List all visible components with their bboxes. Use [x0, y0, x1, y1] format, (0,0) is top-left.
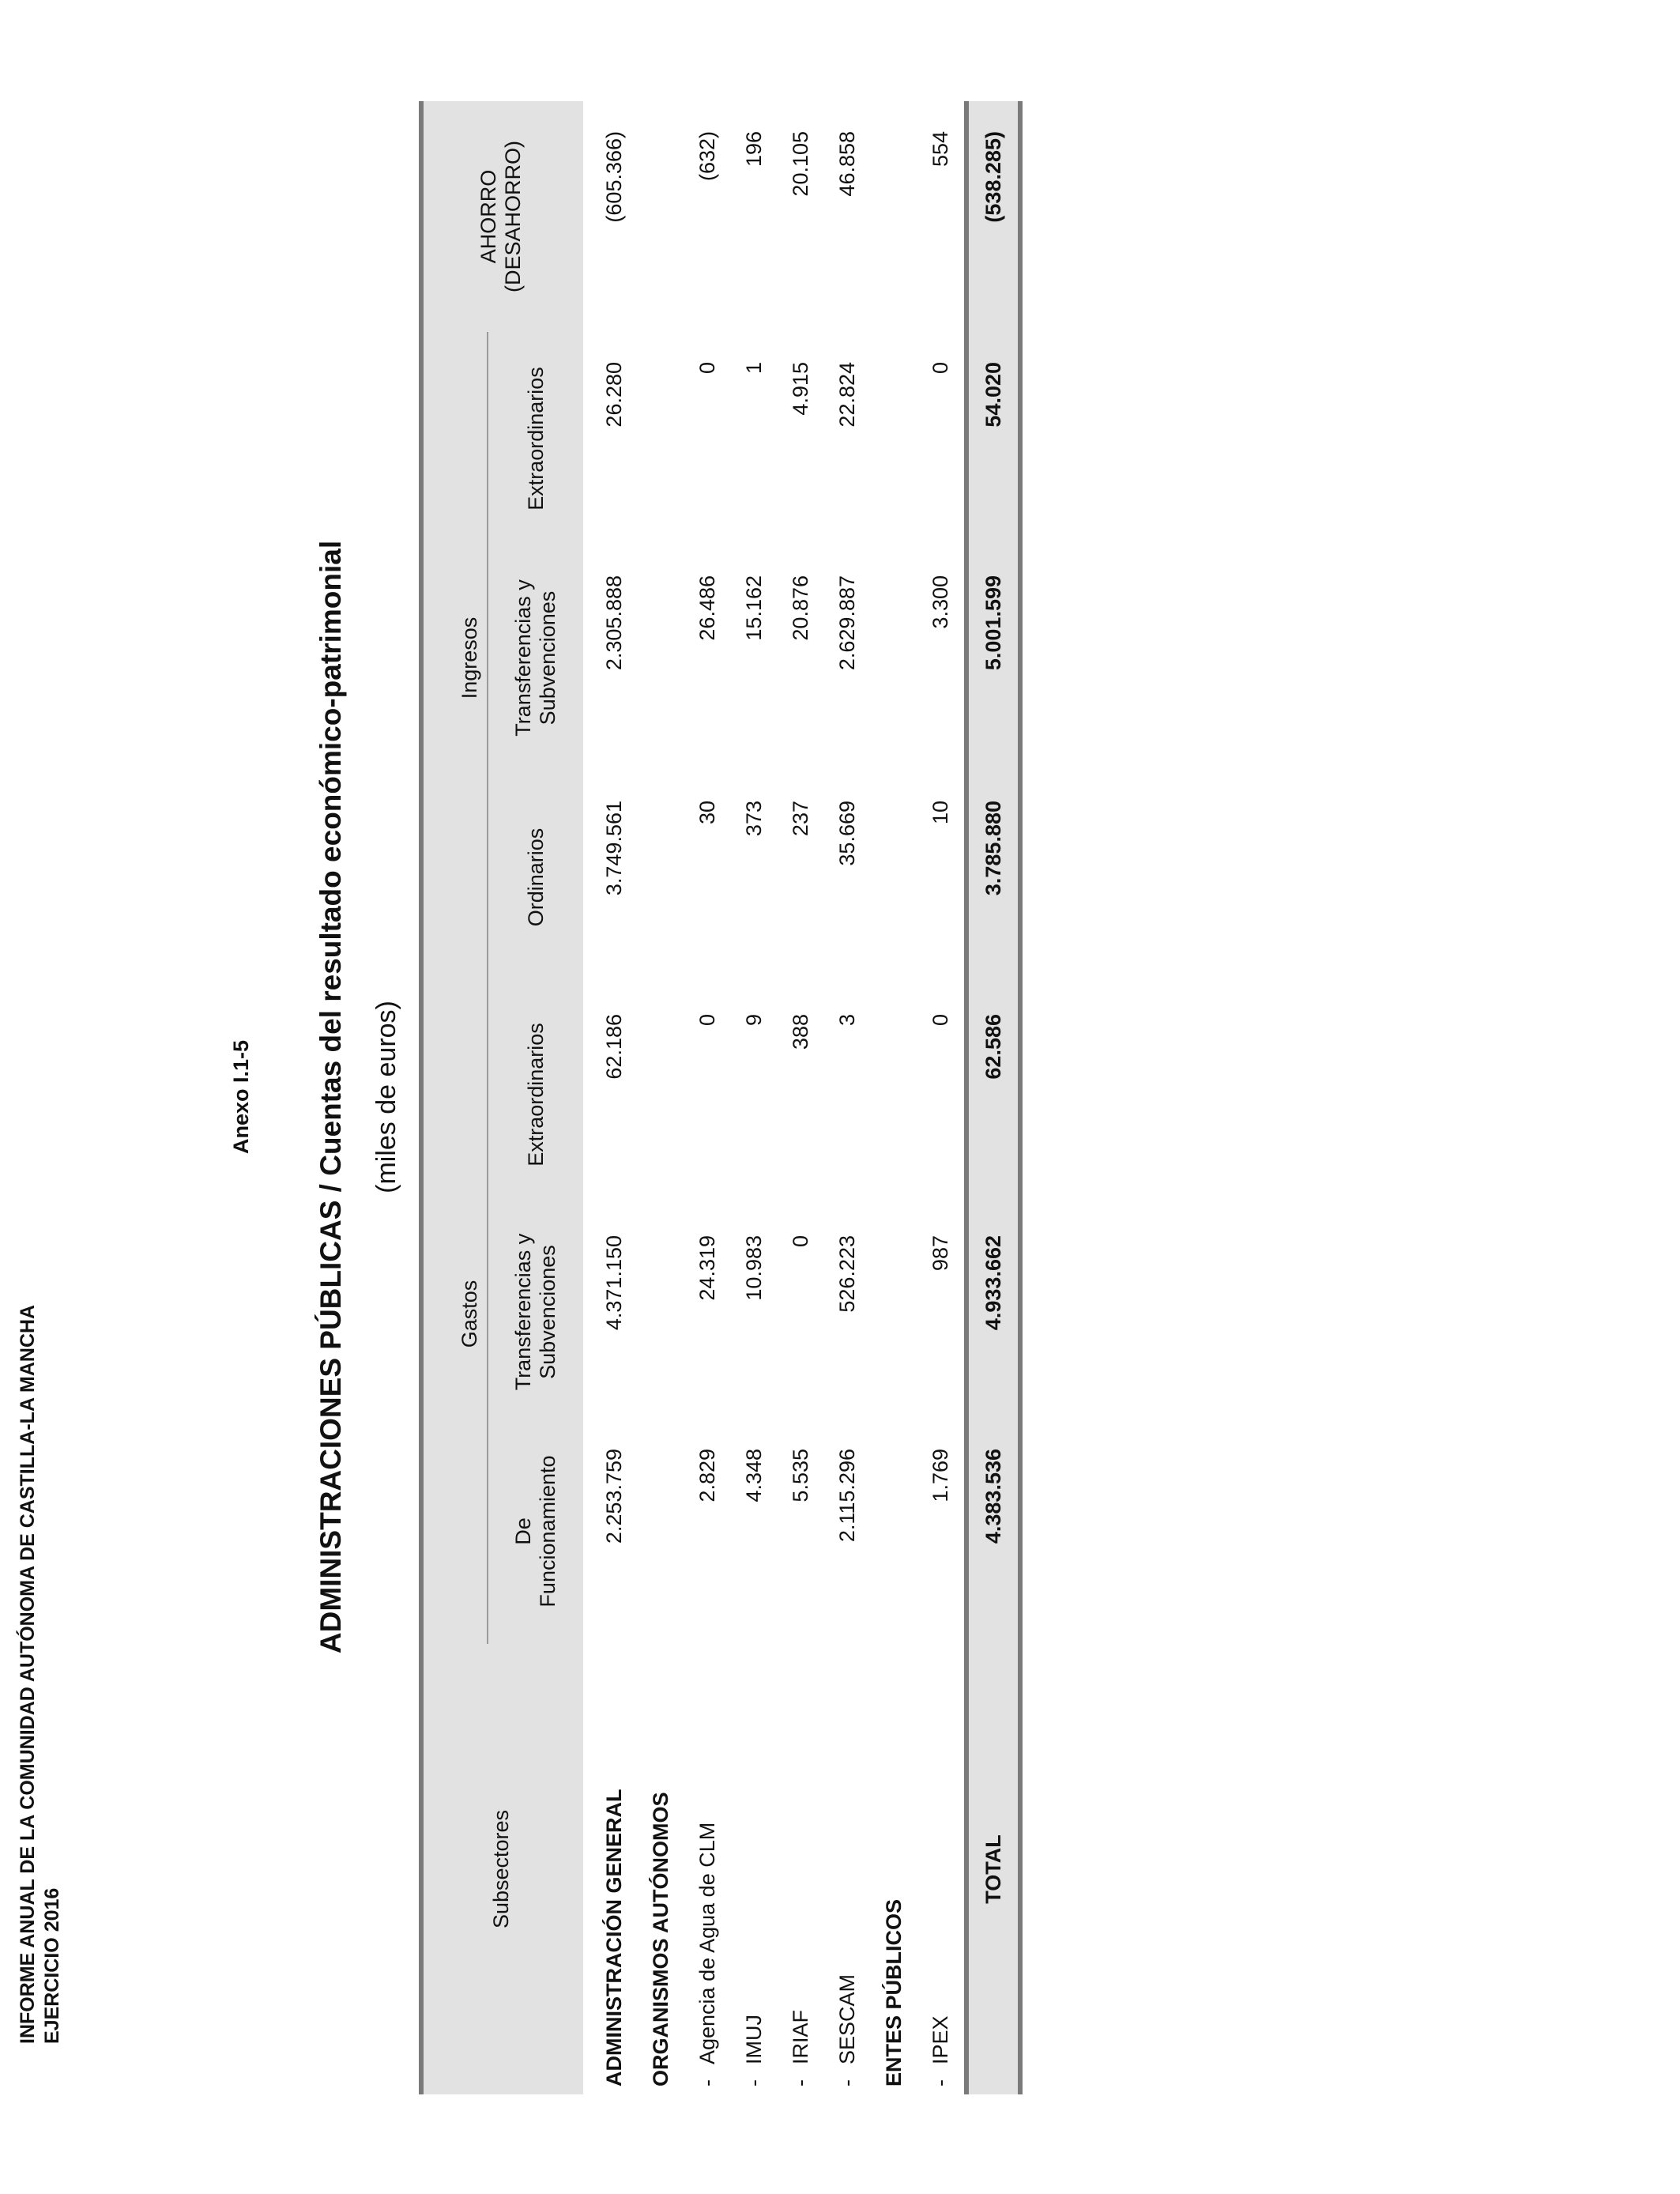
section-label: ORGANISMOS AUTÓNOMOS: [649, 1792, 672, 2087]
total-label: TOTAL: [966, 1644, 1020, 2094]
row-label-text: Agencia de Agua de CLM: [695, 1822, 719, 2064]
cell-value: 2.253.759: [602, 1449, 626, 1544]
column-header-gastos-funcionamiento: [488, 1419, 583, 1644]
row-label-text: IPEX: [929, 2015, 952, 2064]
row-total: [966, 101, 1020, 2094]
column-header-gastos-extraordinarios: Extraordinarios: [488, 984, 583, 1205]
group-header-gastos: Gastos: [421, 984, 488, 1644]
total-value: 4.933.662: [966, 1205, 1020, 1419]
header-line: Funcionamiento: [536, 1455, 559, 1608]
column-header-ingresos-ordinarios: Ordinarios: [488, 771, 583, 984]
ahorro-line1: AHORRO: [477, 169, 500, 264]
cell-value: 1.769: [929, 1449, 952, 1502]
table-body: [583, 101, 1020, 2094]
header-line: Subvenciones: [536, 590, 559, 726]
row-label: [778, 1644, 824, 2094]
row-bullet: -: [695, 2079, 719, 2087]
annex-label: Anexo I.1-5: [229, 1039, 253, 1155]
cell-value: 24.319: [695, 1235, 719, 1301]
cell-value: 15.162: [742, 575, 766, 641]
cell-value: 526.223: [835, 1235, 859, 1313]
cell-value: 3: [835, 1014, 859, 1027]
cell-value: 388: [789, 1014, 812, 1050]
row-bullet: -: [789, 2079, 812, 2087]
cell-value: 0: [695, 1014, 719, 1027]
cell-value: (605.366): [602, 130, 626, 223]
report-title: INFORME ANUAL DE LA COMUNIDAD AUTÓNOMA DE CASTILLA-LA MANCHA: [17, 1304, 39, 2044]
ahorro-line2: (DESAHORRO): [501, 140, 525, 292]
cell-value: 0: [789, 1235, 812, 1248]
cell-value: 1: [742, 361, 766, 375]
header-line: Transferencias y: [511, 1233, 535, 1391]
cell-value: 46.858: [835, 130, 859, 197]
cell-value: 2.629.887: [835, 575, 859, 671]
cell-value: 987: [929, 1235, 952, 1272]
cell-value: (632): [695, 130, 719, 182]
row-bullet: -: [929, 2079, 952, 2087]
table-header: [421, 101, 583, 2094]
cell-value: 0: [929, 361, 952, 375]
cell-value: 4.371.150: [602, 1235, 626, 1331]
cell-value: 62.186: [602, 1014, 626, 1080]
report-year: EJERCICIO 2016: [41, 1887, 63, 2044]
cell-value: 3.300: [929, 575, 952, 629]
cell-value: 20.105: [789, 130, 812, 197]
row-label: [917, 1644, 966, 2094]
document-header: [16, 1305, 65, 2044]
cell-value: 554: [929, 130, 952, 168]
cell-value: 196: [742, 130, 766, 168]
cell-value: 373: [742, 801, 766, 837]
section-entes-publicos: [871, 101, 917, 2094]
cell-value: 2.829: [695, 1449, 719, 1502]
cell-value: 30: [695, 801, 719, 825]
cell-value: 2.115.296: [835, 1449, 859, 1543]
cell-value: 10: [929, 801, 952, 825]
group-header-ingresos: Ingresos: [421, 332, 488, 984]
table-row: [824, 101, 871, 2094]
total-value: 4.383.536: [966, 1419, 1020, 1644]
total-value: 62.586: [966, 984, 1020, 1205]
cell-value: 22.824: [835, 361, 859, 428]
total-value: 3.785.880: [966, 771, 1020, 984]
total-value: 5.001.599: [966, 545, 1020, 771]
row-label: ADMINISTRACIÓN GENERAL: [602, 1789, 626, 2087]
cell-value: 4.915: [789, 361, 812, 416]
table-units: (miles de euros): [371, 1001, 401, 1193]
cell-value: 10.983: [742, 1235, 766, 1301]
row-label-text: SESCAM: [835, 1973, 859, 2064]
table-row: [917, 101, 966, 2094]
row-label-text: IMUJ: [742, 2015, 766, 2064]
row-label: [731, 1644, 778, 2094]
column-header-ingresos-transferencias: [488, 545, 583, 771]
row-bullet: -: [835, 2079, 859, 2087]
row-label-text: IRIAF: [789, 2009, 812, 2064]
cell-value: 26.280: [602, 361, 626, 428]
section-label: ENTES PÚBLICOS: [882, 1898, 906, 2087]
column-header-subsectores: Subsectores: [421, 1644, 583, 2094]
column-header-ingresos-extraordinarios: Extraordinarios: [488, 332, 583, 545]
section-organismos-autonomos: [638, 101, 684, 2094]
row-label: [824, 1644, 871, 2094]
cell-value: 5.535: [789, 1449, 812, 1502]
column-header-gastos-transferencias: [488, 1205, 583, 1419]
cell-value: 0: [929, 1014, 952, 1027]
cell-value: 237: [789, 801, 812, 837]
row-administracion-general: [583, 101, 638, 2094]
row-bullet: -: [742, 2079, 766, 2087]
row-label: [684, 1644, 731, 2094]
cell-value: 20.876: [789, 575, 812, 641]
cell-value: 0: [695, 361, 719, 375]
header-line: De: [511, 1517, 535, 1545]
cell-value: 2.305.888: [602, 575, 626, 671]
cell-value: 26.486: [695, 575, 719, 641]
table-row: [778, 101, 824, 2094]
total-value: 54.020: [966, 332, 1020, 545]
total-value: (538.285): [966, 101, 1020, 332]
results-table-wrapper: [419, 101, 1023, 2094]
table-row: [684, 101, 731, 2094]
header-line: Subvenciones: [536, 1245, 559, 1379]
table-title: ADMINISTRACIONES PÚBLICAS / Cuentas del resultado económico-patrimonial: [315, 540, 347, 1654]
results-table: [419, 101, 1023, 2094]
cell-value: 9: [742, 1014, 766, 1027]
column-header-ahorro: [421, 101, 583, 332]
cell-value: 4.348: [742, 1449, 766, 1502]
cell-value: 3.749.561: [602, 801, 626, 896]
header-line: Transferencias y: [511, 579, 535, 737]
table-row: [731, 101, 778, 2094]
cell-value: 35.669: [835, 801, 859, 866]
